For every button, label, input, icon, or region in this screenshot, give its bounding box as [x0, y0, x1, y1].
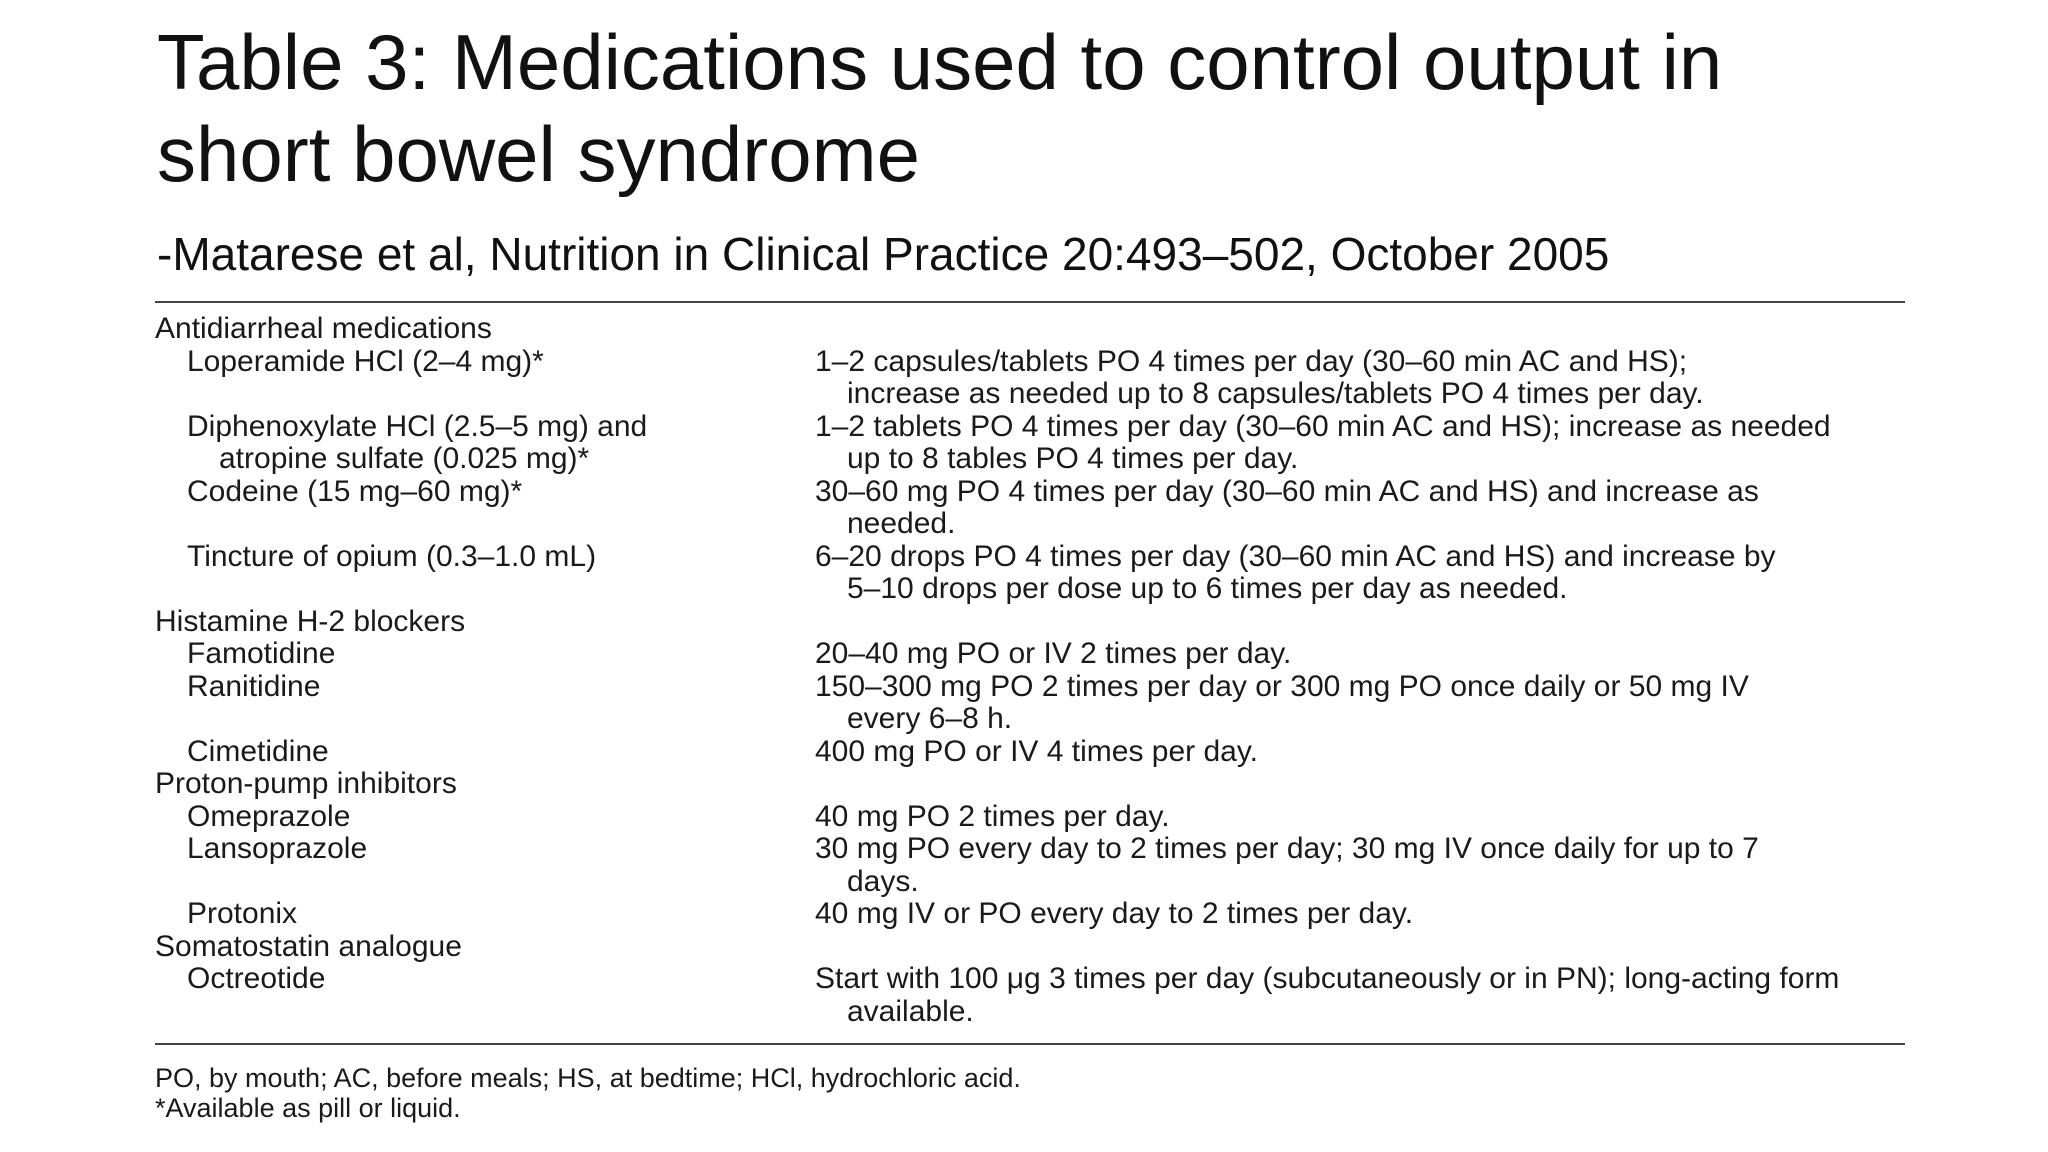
- medication-name-cell: [155, 638, 815, 671]
- dosage-cell: [815, 963, 1915, 1028]
- dosage-cell: [815, 671, 1915, 736]
- citation: -Matarese et al, Nutrition in Clinical Practice 20:493–502, October 2005: [157, 228, 1610, 280]
- medication-name-line: atropine sulfate (0.025 mg)*: [219, 442, 590, 475]
- medication-group: [155, 313, 1915, 606]
- table-bottom-rule: [155, 1043, 1905, 1045]
- table-footnotes: [155, 1063, 1021, 1123]
- dosage-line: 40 mg PO 2 times per day.: [815, 799, 1170, 833]
- table-row: [155, 671, 1915, 736]
- dosage-line: 1–2 tablets PO 4 times per day (30–60 min AC and HS); increase as needed: [815, 409, 1831, 443]
- table-top-rule: [155, 301, 1905, 303]
- table-row: [155, 963, 1915, 1028]
- medication-name-cell: [155, 801, 815, 834]
- dosage-line: 20–40 mg PO or IV 2 times per day.: [815, 637, 1292, 670]
- medication-name-cell: [155, 898, 815, 931]
- medication-name-line: Tincture of opium (0.3–1.0 mL): [187, 539, 597, 573]
- table-row: [155, 898, 1915, 931]
- medication-name-cell: [155, 346, 815, 411]
- table-row: [155, 346, 1915, 411]
- medication-group: [155, 931, 1915, 1029]
- dosage-cell: [815, 736, 1915, 769]
- medication-group: [155, 768, 1915, 931]
- dosage-cell: [815, 898, 1915, 931]
- medication-group: [155, 606, 1915, 769]
- medication-name-line: Octreotide: [187, 962, 326, 995]
- dosage-cell: [815, 801, 1915, 834]
- medication-name-line: Diphenoxylate HCl (2.5–5 mg) and: [187, 409, 648, 443]
- medication-name-line: Ranitidine: [187, 669, 321, 703]
- table-row: [155, 638, 1915, 671]
- table-row: [155, 476, 1915, 541]
- medication-name-line: Cimetidine: [187, 734, 329, 768]
- medication-name-line: Famotidine: [187, 637, 336, 670]
- medication-name-cell: [155, 411, 815, 476]
- table-row: [155, 541, 1915, 606]
- table-row: [155, 801, 1915, 834]
- medication-name-line: Omeprazole: [187, 799, 351, 833]
- dosage-cell: [815, 411, 1915, 476]
- group-title: Antidiarrheal medications: [155, 312, 492, 345]
- slide-title: [157, 16, 1957, 200]
- dosage-line: 400 mg PO or IV 4 times per day.: [815, 734, 1258, 768]
- dosage-line: 30 mg PO every day to 2 times per day; 30 mg IV once daily for up to 7: [815, 832, 1759, 865]
- medication-name-cell: [155, 541, 815, 606]
- medication-name-cell: [155, 476, 815, 541]
- group-title: Proton-pump inhibitors: [155, 767, 457, 800]
- medication-name-cell: [155, 671, 815, 736]
- medication-name-line: Lansoprazole: [187, 832, 368, 865]
- dosage-cell: [815, 346, 1915, 411]
- medication-name-line: Protonix: [187, 897, 298, 930]
- medication-name-cell: [155, 963, 815, 1028]
- footnote-line: *Available as pill or liquid.: [155, 1093, 461, 1123]
- medications-table: [155, 313, 1915, 1028]
- medication-name-line: Loperamide HCl (2–4 mg)*: [187, 344, 544, 378]
- dosage-cell: [815, 833, 1915, 898]
- medication-name-cell: [155, 833, 815, 898]
- dosage-line: needed.: [847, 507, 956, 540]
- dosage-line: 40 mg IV or PO every day to 2 times per day.: [815, 897, 1414, 930]
- dosage-line: 1–2 capsules/tablets PO 4 times per day (30–60 min AC and HS);: [815, 344, 1688, 378]
- footnote-line: PO, by mouth; AC, before meals; HS, at bedtime; HCl, hydrochloric acid.: [155, 1063, 1021, 1093]
- dosage-cell: [815, 541, 1915, 606]
- dosage-line: 150–300 mg PO 2 times per day or 300 mg PO once daily or 50 mg IV: [815, 669, 1749, 703]
- dosage-line: available.: [847, 994, 974, 1028]
- dosage-cell: [815, 638, 1915, 671]
- table-row: [155, 833, 1915, 898]
- dosage-line: 30–60 mg PO 4 times per day (30–60 min AC and HS) and increase as: [815, 474, 1759, 508]
- dosage-line: Start with 100 μg 3 times per day (subcutaneously or in PN); long-acting form: [815, 962, 1840, 995]
- dosage-line: 6–20 drops PO 4 times per day (30–60 min AC and HS) and increase by: [815, 539, 1776, 573]
- slide-title-line-1: Table 3: Medications used to control output in: [157, 18, 1723, 106]
- dosage-cell: [815, 476, 1915, 541]
- dosage-line: 5–10 drops per dose up to 6 times per day as needed.: [847, 572, 1568, 605]
- dosage-line: up to 8 tables PO 4 times per day.: [847, 442, 1299, 475]
- slide-title-line-2: short bowel syndrome: [157, 110, 921, 198]
- medication-name-cell: [155, 736, 815, 769]
- group-title: Somatostatin analogue: [155, 929, 462, 963]
- group-title: Histamine H-2 blockers: [155, 604, 466, 638]
- dosage-line: increase as needed up to 8 capsules/tablets PO 4 times per day.: [847, 377, 1704, 410]
- dosage-line: every 6–8 h.: [847, 702, 1013, 735]
- table-row: [155, 411, 1915, 476]
- medication-name-line: Codeine (15 mg–60 mg)*: [187, 474, 523, 508]
- dosage-line: days.: [847, 864, 919, 898]
- table-row: [155, 736, 1915, 769]
